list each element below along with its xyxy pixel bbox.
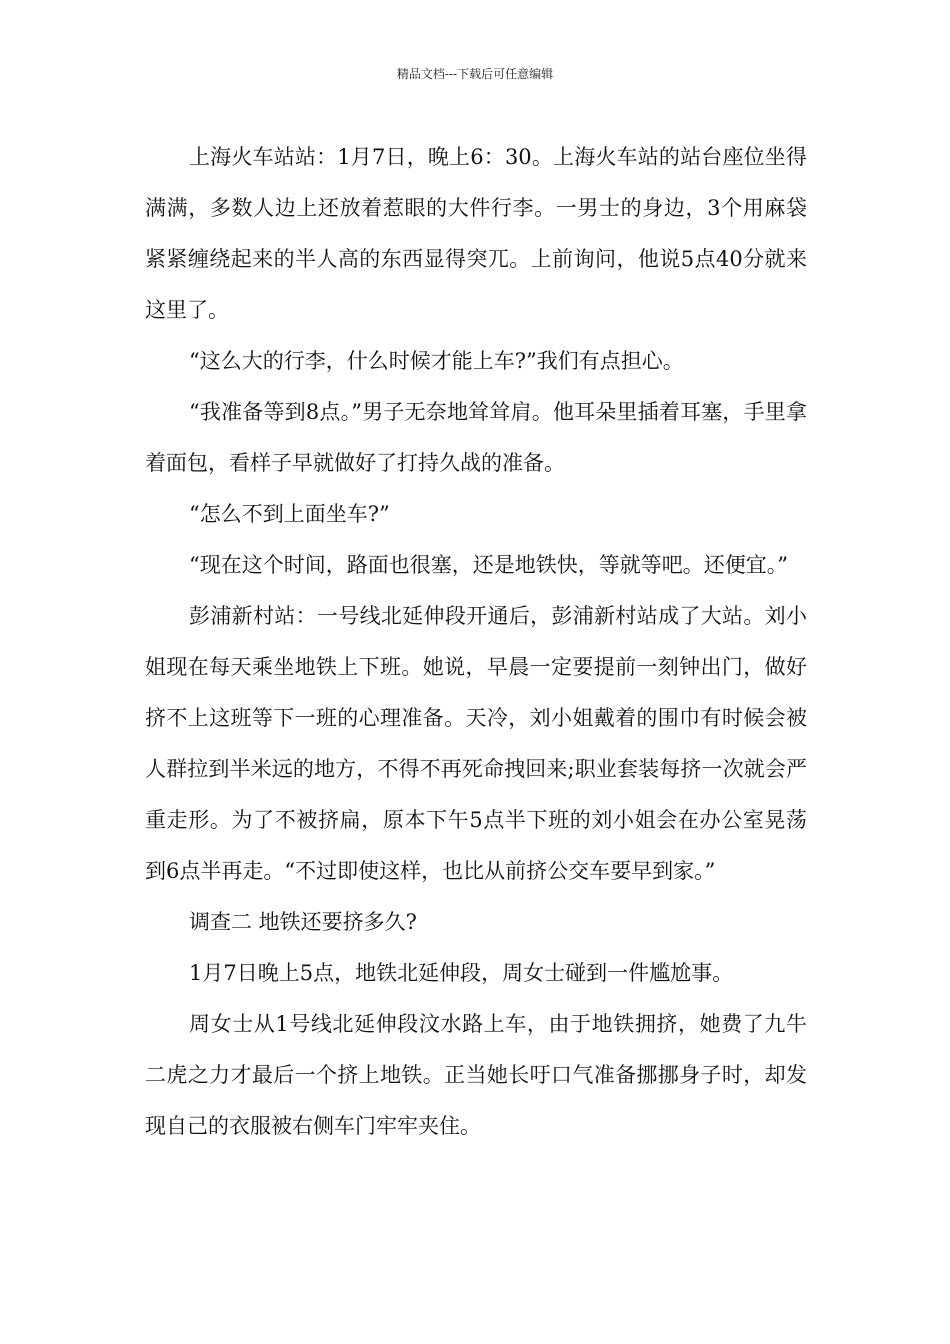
- paragraph-dialogue-why: “怎么不到上面坐车?”: [189, 502, 390, 526]
- paragraph-incident-detail: 周女士从1号线北延伸段汶水路上车，由于地铁拥挤，她费了九牛二虎之力才最后一个挤上地铁。正当她长吁口气准备挪挪身子时，却发现自己的衣服被右侧车门牢牢夹住。: [145, 1012, 807, 1138]
- paragraph-shanghai-station: 上海火车站站：1月7日，晚上6：30。上海火车站的站台座位坐得满满，多数人边上还放着惹眼的大件行李。一男士的身边，3个用麻袋紧紧缠绕起来的半人高的东西显得突兀。上前询问，他说5点40分就来这里了。: [145, 145, 807, 322]
- paragraph-dialogue-reply: “现在这个时间，路面也很塞，还是地铁快，等就等吧。还便宜。”: [189, 553, 788, 577]
- paragraph-incident-intro: 1月7日晚上5点，地铁北延伸段，周女士碰到一件尴尬事。: [189, 961, 734, 985]
- paragraph-pengpu-station: 彭浦新村站：一号线北延伸段开通后，彭浦新村站成了大站。刘小姐现在每天乘坐地铁上下班。她说，早晨一定要提前一刻钟出门，做好挤不上这班等下一班的心理准备。天冷，刘小姐戴着的围巾有时候会被人群拉到半米远的地方，不得不再死命拽回来;职业套装每挤一次就会严重走形。为了不被挤扁，原本下午5点半下班的刘小姐会在办公室晃荡到6点半再走。“不过即使这样，也比从前挤公交车要早到家。”: [145, 604, 807, 883]
- page-header: 精品文档---下载后可任意编辑: [396, 67, 554, 81]
- paragraph-dialogue-question: “这么大的行李，什么时候才能上车?”我们有点担心。: [189, 349, 684, 373]
- paragraph-dialogue-answer: “我准备等到8点。”男子无奈地耸耸肩。他耳朵里插着耳塞，手里拿着面包，看样子早就做好了打持久战的准备。: [145, 400, 807, 475]
- document-body: [145, 132, 807, 1152]
- section-heading-survey-two: 调查二 地铁还要挤多久?: [189, 910, 417, 934]
